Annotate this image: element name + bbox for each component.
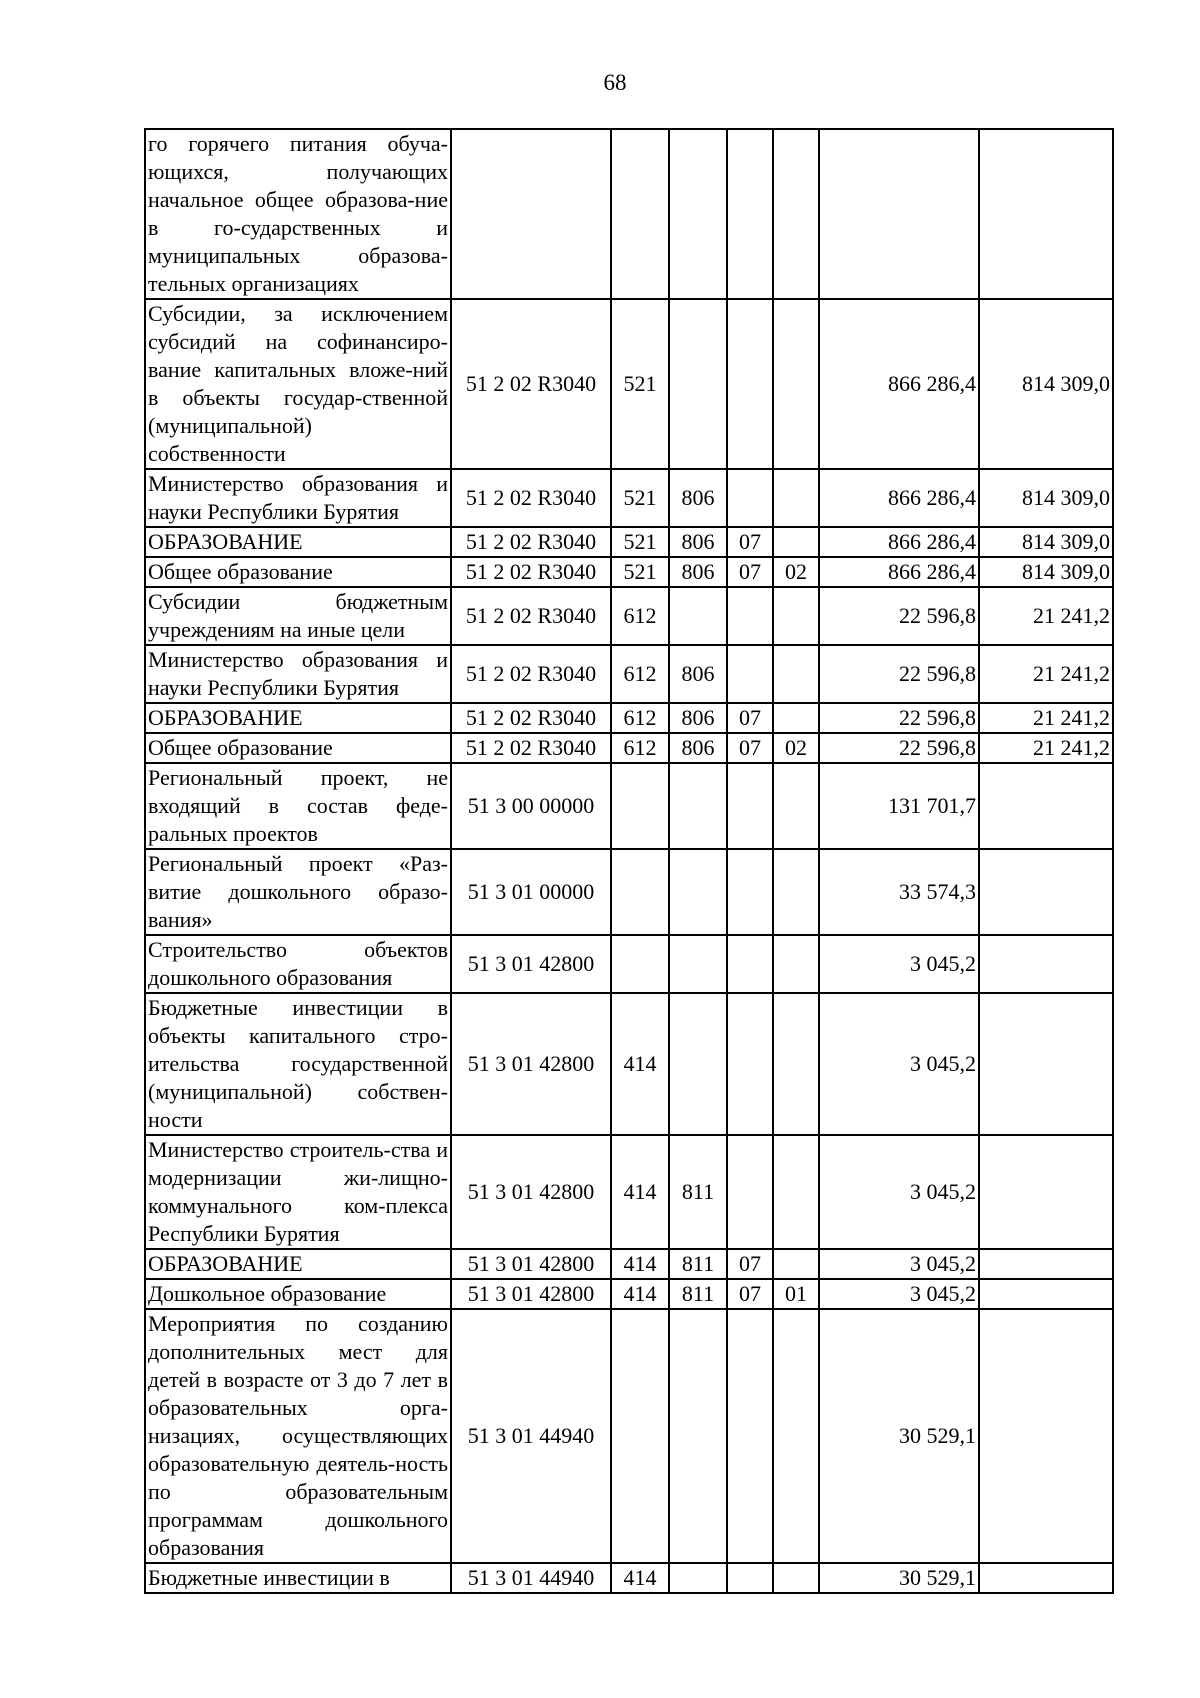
subsection-code-cell (773, 993, 819, 1135)
ministry-code-cell (669, 587, 727, 645)
section-code-cell (727, 849, 773, 935)
ministry-code-cell (669, 849, 727, 935)
target-article-code-cell: 51 3 01 42800 (451, 1279, 611, 1309)
amount-year1-cell: 3 045,2 (819, 1249, 979, 1279)
section-code-cell: 07 (727, 733, 773, 763)
table-row (145, 703, 1113, 733)
ministry-code-cell (669, 129, 727, 299)
amount-year1-cell: 131 701,7 (819, 763, 979, 849)
subsection-code-cell (773, 703, 819, 733)
ministry-code-cell: 806 (669, 703, 727, 733)
ministry-code-cell: 806 (669, 557, 727, 587)
subsection-code-cell (773, 1309, 819, 1563)
row-name-cell: Субсидии, за исключением субсидий на софинансиро-вание капитальных вложе-ний в объекты государ-ственной (муниципальной) собственности (145, 299, 451, 469)
row-name-cell: Министерство образования и науки Республики Бурятия (145, 645, 451, 703)
amount-year1-cell: 866 286,4 (819, 557, 979, 587)
subsection-code-cell (773, 1563, 819, 1593)
expense-type-cell: 414 (611, 1249, 669, 1279)
target-article-code-cell: 51 2 02 R3040 (451, 299, 611, 469)
amount-year2-cell: 814 309,0 (979, 557, 1113, 587)
section-code-cell: 07 (727, 527, 773, 557)
amount-year2-cell (979, 935, 1113, 993)
amount-year2-cell (979, 1135, 1113, 1249)
amount-year1-cell: 866 286,4 (819, 299, 979, 469)
amount-year2-cell (979, 763, 1113, 849)
amount-year1-cell: 866 286,4 (819, 469, 979, 527)
table-row (145, 587, 1113, 645)
expense-type-cell: 521 (611, 299, 669, 469)
subsection-code-cell: 02 (773, 733, 819, 763)
subsection-code-cell (773, 1249, 819, 1279)
amount-year2-cell (979, 1563, 1113, 1593)
subsection-code-cell (773, 849, 819, 935)
row-name-cell: ОБРАЗОВАНИЕ (145, 703, 451, 733)
row-name-cell: Бюджетные инвестиции в (145, 1563, 451, 1593)
table-row (145, 763, 1113, 849)
row-name-cell: ОБРАЗОВАНИЕ (145, 1249, 451, 1279)
table-row (145, 935, 1113, 993)
expense-type-cell (611, 1309, 669, 1563)
row-name-cell: Дошкольное образование (145, 1279, 451, 1309)
amount-year1-cell (819, 129, 979, 299)
table-row (145, 1249, 1113, 1279)
amount-year2-cell (979, 129, 1113, 299)
section-code-cell (727, 1135, 773, 1249)
ministry-code-cell: 806 (669, 733, 727, 763)
row-name-cell: Министерство образования и науки Республики Бурятия (145, 469, 451, 527)
row-name-cell: Региональный проект, не входящий в состав феде-ральных проектов (145, 763, 451, 849)
amount-year2-cell: 814 309,0 (979, 469, 1113, 527)
section-code-cell: 07 (727, 1249, 773, 1279)
amount-year1-cell: 866 286,4 (819, 527, 979, 557)
amount-year2-cell: 21 241,2 (979, 587, 1113, 645)
row-name-cell: Общее образование (145, 557, 451, 587)
section-code-cell (727, 1563, 773, 1593)
table-body (145, 129, 1113, 1593)
expense-type-cell (611, 935, 669, 993)
target-article-code-cell: 51 3 01 42800 (451, 935, 611, 993)
ministry-code-cell (669, 935, 727, 993)
table-row (145, 129, 1113, 299)
target-article-code-cell: 51 2 02 R3040 (451, 527, 611, 557)
row-name-cell: Субсидии бюджетным учреждениям на иные цели (145, 587, 451, 645)
expense-type-cell: 612 (611, 645, 669, 703)
budget-table (144, 128, 1114, 1594)
subsection-code-cell (773, 1135, 819, 1249)
subsection-code-cell (773, 299, 819, 469)
amount-year2-cell: 814 309,0 (979, 527, 1113, 557)
target-article-code-cell: 51 3 01 42800 (451, 1135, 611, 1249)
target-article-code-cell: 51 2 02 R3040 (451, 645, 611, 703)
amount-year2-cell: 814 309,0 (979, 299, 1113, 469)
table-row (145, 645, 1113, 703)
ministry-code-cell (669, 299, 727, 469)
amount-year2-cell (979, 1309, 1113, 1563)
ministry-code-cell (669, 1309, 727, 1563)
target-article-code-cell: 51 3 00 00000 (451, 763, 611, 849)
table-row (145, 733, 1113, 763)
ministry-code-cell: 806 (669, 645, 727, 703)
amount-year2-cell (979, 1249, 1113, 1279)
expense-type-cell (611, 129, 669, 299)
table-row (145, 1279, 1113, 1309)
target-article-code-cell: 51 3 01 44940 (451, 1563, 611, 1593)
target-article-code-cell: 51 2 02 R3040 (451, 557, 611, 587)
amount-year2-cell: 21 241,2 (979, 733, 1113, 763)
table-row (145, 1309, 1113, 1563)
expense-type-cell: 414 (611, 993, 669, 1135)
expense-type-cell: 612 (611, 703, 669, 733)
subsection-code-cell (773, 587, 819, 645)
ministry-code-cell (669, 1563, 727, 1593)
expense-type-cell: 521 (611, 557, 669, 587)
amount-year1-cell: 3 045,2 (819, 1279, 979, 1309)
row-name-cell: Министерство строитель-ства и модернизации жи-лищно-коммунального ком-плекса Республики Бурятия (145, 1135, 451, 1249)
subsection-code-cell (773, 763, 819, 849)
target-article-code-cell: 51 2 02 R3040 (451, 587, 611, 645)
amount-year1-cell: 30 529,1 (819, 1563, 979, 1593)
table-row (145, 1563, 1113, 1593)
subsection-code-cell (773, 645, 819, 703)
amount-year2-cell: 21 241,2 (979, 645, 1113, 703)
row-name-cell: го горячего питания обуча-ющихся, получающих начальное общее образова-ние в го-сударственных и муниципальных образова-тельных организациях (145, 129, 451, 299)
expense-type-cell (611, 849, 669, 935)
target-article-code-cell: 51 3 01 00000 (451, 849, 611, 935)
target-article-code-cell: 51 3 01 42800 (451, 1249, 611, 1279)
target-article-code-cell: 51 3 01 44940 (451, 1309, 611, 1563)
expense-type-cell: 414 (611, 1563, 669, 1593)
table-row (145, 299, 1113, 469)
expense-type-cell: 414 (611, 1279, 669, 1309)
table-row (145, 993, 1113, 1135)
amount-year2-cell (979, 993, 1113, 1135)
table-row (145, 557, 1113, 587)
amount-year1-cell: 22 596,8 (819, 733, 979, 763)
target-article-code-cell: 51 2 02 R3040 (451, 733, 611, 763)
section-code-cell (727, 763, 773, 849)
amount-year1-cell: 22 596,8 (819, 645, 979, 703)
table-row (145, 469, 1113, 527)
section-code-cell (727, 993, 773, 1135)
amount-year2-cell: 21 241,2 (979, 703, 1113, 733)
amount-year1-cell: 3 045,2 (819, 993, 979, 1135)
row-name-cell: Бюджетные инвестиции в объекты капитального стро-ительства государственной (муниципальной) собствен-ности (145, 993, 451, 1135)
amount-year2-cell (979, 1279, 1113, 1309)
section-code-cell (727, 645, 773, 703)
page-number: 68 (603, 70, 627, 95)
section-code-cell: 07 (727, 557, 773, 587)
row-name-cell: Региональный проект «Раз-витие дошкольного образо-вания» (145, 849, 451, 935)
section-code-cell (727, 469, 773, 527)
subsection-code-cell (773, 935, 819, 993)
table-row (145, 849, 1113, 935)
expense-type-cell: 521 (611, 469, 669, 527)
expense-type-cell: 521 (611, 527, 669, 557)
amount-year1-cell: 22 596,8 (819, 587, 979, 645)
subsection-code-cell (773, 527, 819, 557)
target-article-code-cell (451, 129, 611, 299)
amount-year1-cell: 22 596,8 (819, 703, 979, 733)
subsection-code-cell: 01 (773, 1279, 819, 1309)
section-code-cell: 07 (727, 703, 773, 733)
expense-type-cell: 414 (611, 1135, 669, 1249)
ministry-code-cell: 806 (669, 469, 727, 527)
row-name-cell: Строительство объектов дошкольного образования (145, 935, 451, 993)
expense-type-cell: 612 (611, 733, 669, 763)
expense-type-cell: 612 (611, 587, 669, 645)
amount-year1-cell: 30 529,1 (819, 1309, 979, 1563)
table-row (145, 527, 1113, 557)
amount-year1-cell: 33 574,3 (819, 849, 979, 935)
ministry-code-cell (669, 763, 727, 849)
subsection-code-cell: 02 (773, 557, 819, 587)
subsection-code-cell (773, 129, 819, 299)
ministry-code-cell: 811 (669, 1279, 727, 1309)
ministry-code-cell (669, 993, 727, 1135)
target-article-code-cell: 51 2 02 R3040 (451, 703, 611, 733)
expense-type-cell (611, 763, 669, 849)
section-code-cell (727, 299, 773, 469)
amount-year1-cell: 3 045,2 (819, 935, 979, 993)
section-code-cell (727, 1309, 773, 1563)
ministry-code-cell: 811 (669, 1135, 727, 1249)
section-code-cell (727, 935, 773, 993)
row-name-cell: Мероприятия по созданию дополнительных мест для детей в возрасте от 3 до 7 лет в образовательных орга-низациях, осуществляющих образовательную деятель-ность по образовательным программам дошкольного образования (145, 1309, 451, 1563)
ministry-code-cell: 806 (669, 527, 727, 557)
target-article-code-cell: 51 3 01 42800 (451, 993, 611, 1135)
row-name-cell: ОБРАЗОВАНИЕ (145, 527, 451, 557)
amount-year2-cell (979, 849, 1113, 935)
target-article-code-cell: 51 2 02 R3040 (451, 469, 611, 527)
section-code-cell: 07 (727, 1279, 773, 1309)
subsection-code-cell (773, 469, 819, 527)
ministry-code-cell: 811 (669, 1249, 727, 1279)
section-code-cell (727, 587, 773, 645)
amount-year1-cell: 3 045,2 (819, 1135, 979, 1249)
section-code-cell (727, 129, 773, 299)
table-row (145, 1135, 1113, 1249)
row-name-cell: Общее образование (145, 733, 451, 763)
